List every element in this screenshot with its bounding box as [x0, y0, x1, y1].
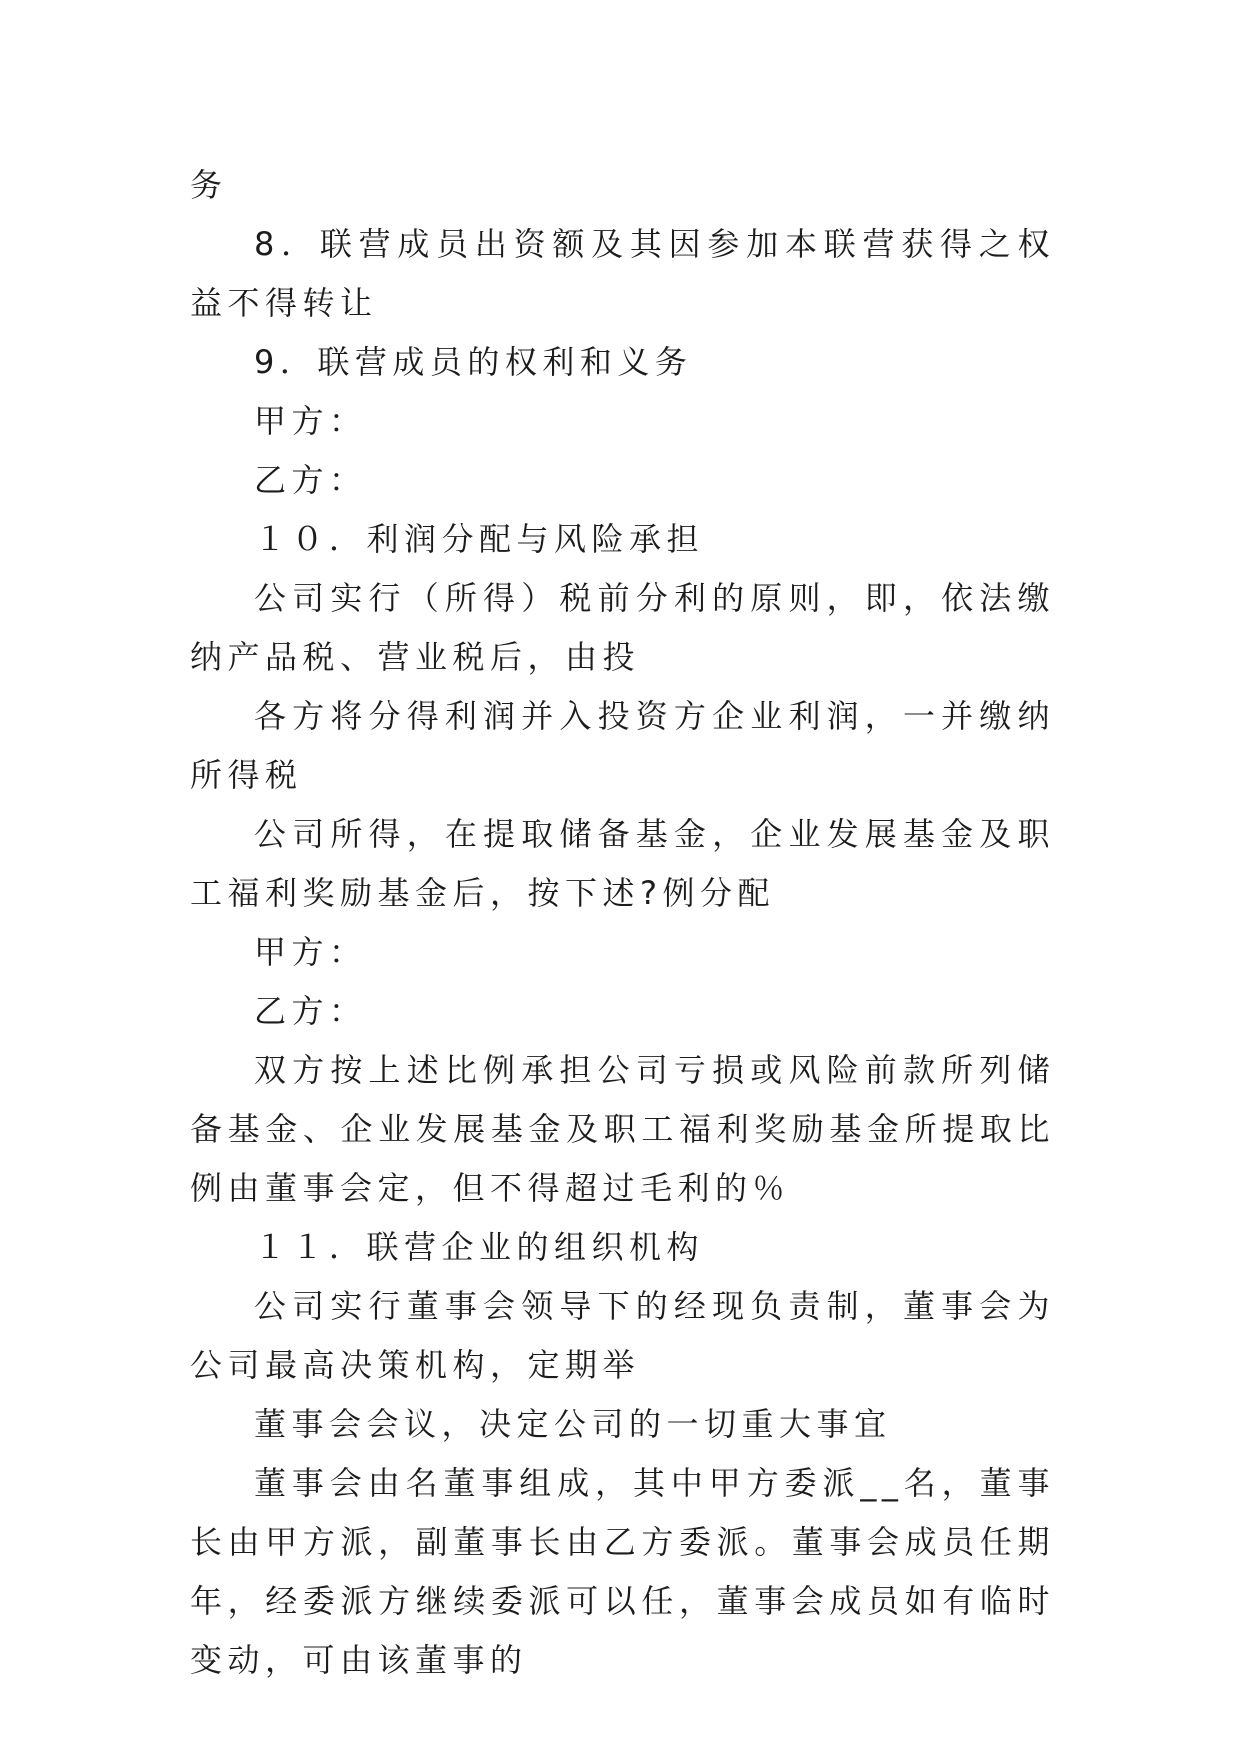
paragraph: 董事会由名董事组成，其中甲方委派__名，董事长由甲方派，副董事长由乙方委派。董事会成员任期年，经委派方继续委派可以任，董事会成员如有临时变动，可由该董事的: [190, 1464, 1055, 1679]
paragraph: 乙方：: [254, 461, 367, 499]
paragraph: 双方按上述比例承担公司亏损或风险前款所列储备基金、企业发展基金及职工福利奖励基金所提取比例由董事会定，但不得超过毛利的％: [190, 1051, 1055, 1207]
paragraph: 乙方：: [254, 992, 367, 1030]
paragraph: １１．联营企业的组织机构: [254, 1228, 705, 1266]
document-body: [190, 156, 1055, 1690]
paragraph: 公司实行董事会领导下的经现负责制，董事会为公司最高决策机构，定期举: [190, 1287, 1055, 1384]
paragraph: １０．利润分配与风险承担: [254, 520, 705, 558]
paragraph: 董事会会议，决定公司的一切重大事宜: [254, 1405, 892, 1443]
paragraph: 8．联营成员出资额及其因参加本联营获得之权益不得转让: [190, 225, 1055, 322]
paragraph: 公司实行（所得）税前分利的原则，即，依法缴纳产品税、营业税后，由投: [190, 579, 1055, 676]
paragraph: 甲方：: [254, 933, 367, 971]
paragraph: 9．联营成员的权利和义务: [254, 343, 693, 381]
paragraph: 务: [190, 166, 228, 204]
paragraph: 公司所得，在提取储备基金，企业发展基金及职工福利奖励基金后，按下述?例分配: [190, 815, 1055, 912]
paragraph: 甲方：: [254, 402, 367, 440]
paragraph: 各方将分得利润并入投资方企业利润，一并缴纳所得税: [190, 697, 1055, 794]
